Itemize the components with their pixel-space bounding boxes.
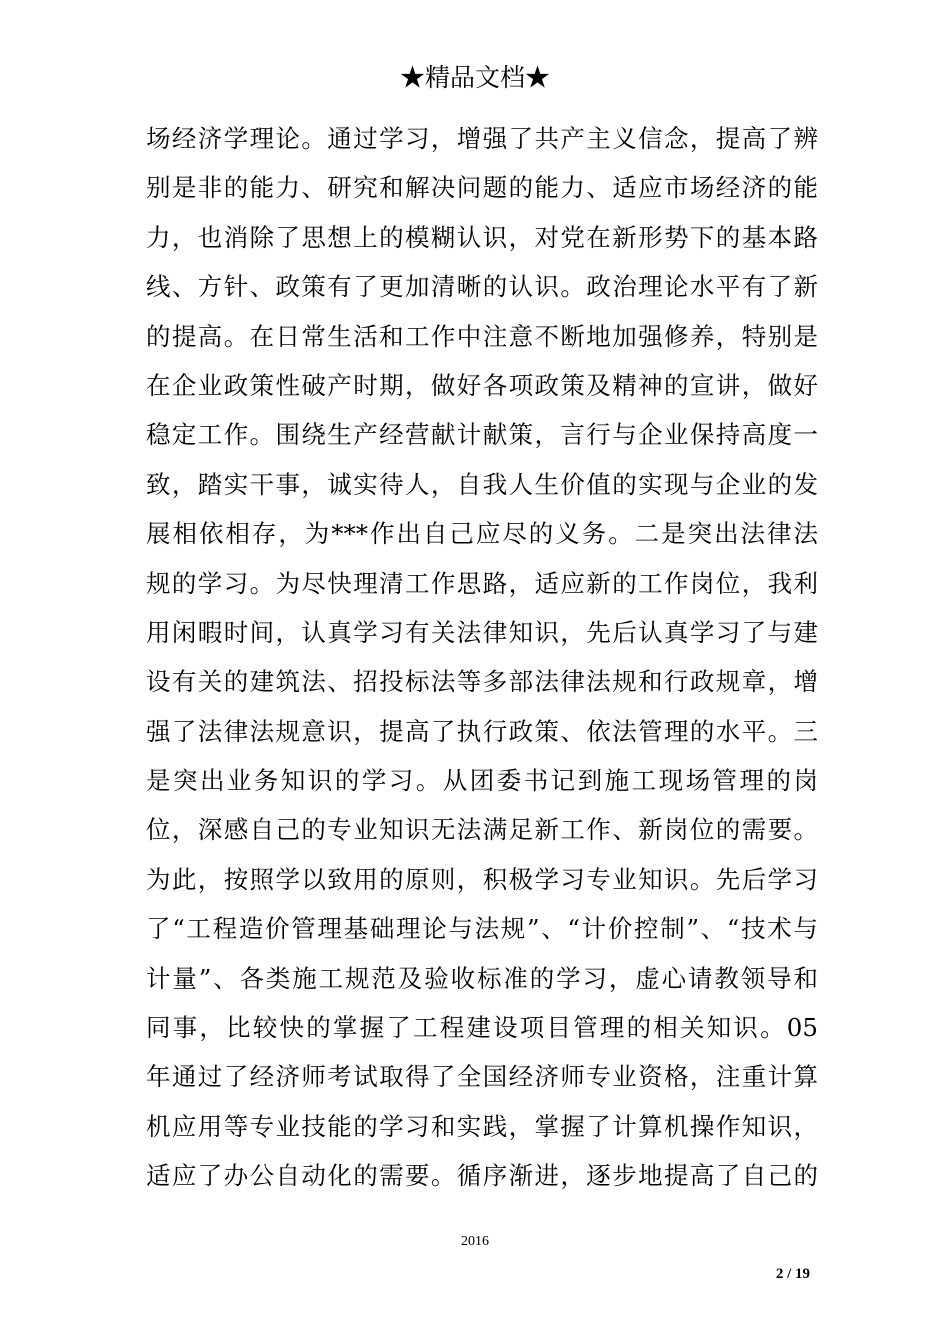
body-line: 稳定工作。围绕生产经营献计献策，言行与企业保持高度一 bbox=[146, 420, 818, 450]
body-line: 规的学习。为尽快理清工作思路，适应新的工作岗位，我利 bbox=[146, 568, 818, 598]
body-line: 别是非的能力、研究和解决问题的能力、适应市场经济的能 bbox=[146, 173, 818, 203]
footer-year: 2016 bbox=[461, 1234, 489, 1249]
body-line: 致，踏实干事，诚实待人，自我人生价值的实现与企业的发 bbox=[146, 469, 818, 499]
body-line: 展相依相存，为***作出自己应尽的义务。二是突出法律法 bbox=[146, 519, 818, 549]
body-line: 强了法律法规意识，提高了执行政策、依法管理的水平。三 bbox=[146, 716, 818, 746]
body-line: 年通过了经济师考试取得了全国经济师专业资格，注重计算 bbox=[146, 1062, 818, 1092]
body-line: 的提高。在日常生活和工作中注意不断地加强修养，特别是 bbox=[146, 321, 818, 351]
body-line: 机应用等专业技能的学习和实践，掌握了计算机操作知识， bbox=[146, 1111, 818, 1141]
body-line: 了“工程造价管理基础理论与法规”、“计价控制”、“技术与 bbox=[146, 914, 818, 944]
body-line: 为此，按照学以致用的原则，积极学习专业知识。先后学习 bbox=[146, 864, 818, 894]
body-line: 同事，比较快的掌握了工程建设项目管理的相关知识。05 bbox=[146, 1013, 818, 1043]
document-body bbox=[146, 114, 818, 1201]
page-header-title: ★精品文档★ bbox=[399, 63, 550, 92]
body-line: 场经济学理论。通过学习，增强了共产主义信念，提高了辨 bbox=[146, 124, 818, 153]
body-line: 位，深感自己的专业知识无法满足新工作、新岗位的需要。 bbox=[146, 815, 818, 845]
body-line: 是突出业务知识的学习。从团委书记到施工现场管理的岗 bbox=[146, 766, 818, 796]
body-line: 用闲暇时间，认真学习有关法律知识，先后认真学习了与建 bbox=[146, 617, 818, 647]
page-number: 2 / 19 bbox=[775, 1266, 810, 1282]
body-line: 设有关的建筑法、招投标法等多部法律法规和行政规章，增 bbox=[146, 667, 818, 697]
body-line: 线、方针、政策有了更加清晰的认识。政治理论水平有了新 bbox=[146, 272, 818, 302]
body-line: 力，也消除了思想上的模糊认识，对党在新形势下的基本路 bbox=[146, 222, 818, 252]
body-line: 适应了办公自动化的需要。循序渐进，逐步地提高了自己的 bbox=[146, 1161, 818, 1191]
body-line: 在企业政策性破产时期，做好各项政策及精神的宣讲，做好 bbox=[146, 370, 818, 400]
body-line: 计量”、各类施工规范及验收标准的学习，虚心请教领导和 bbox=[146, 963, 818, 993]
